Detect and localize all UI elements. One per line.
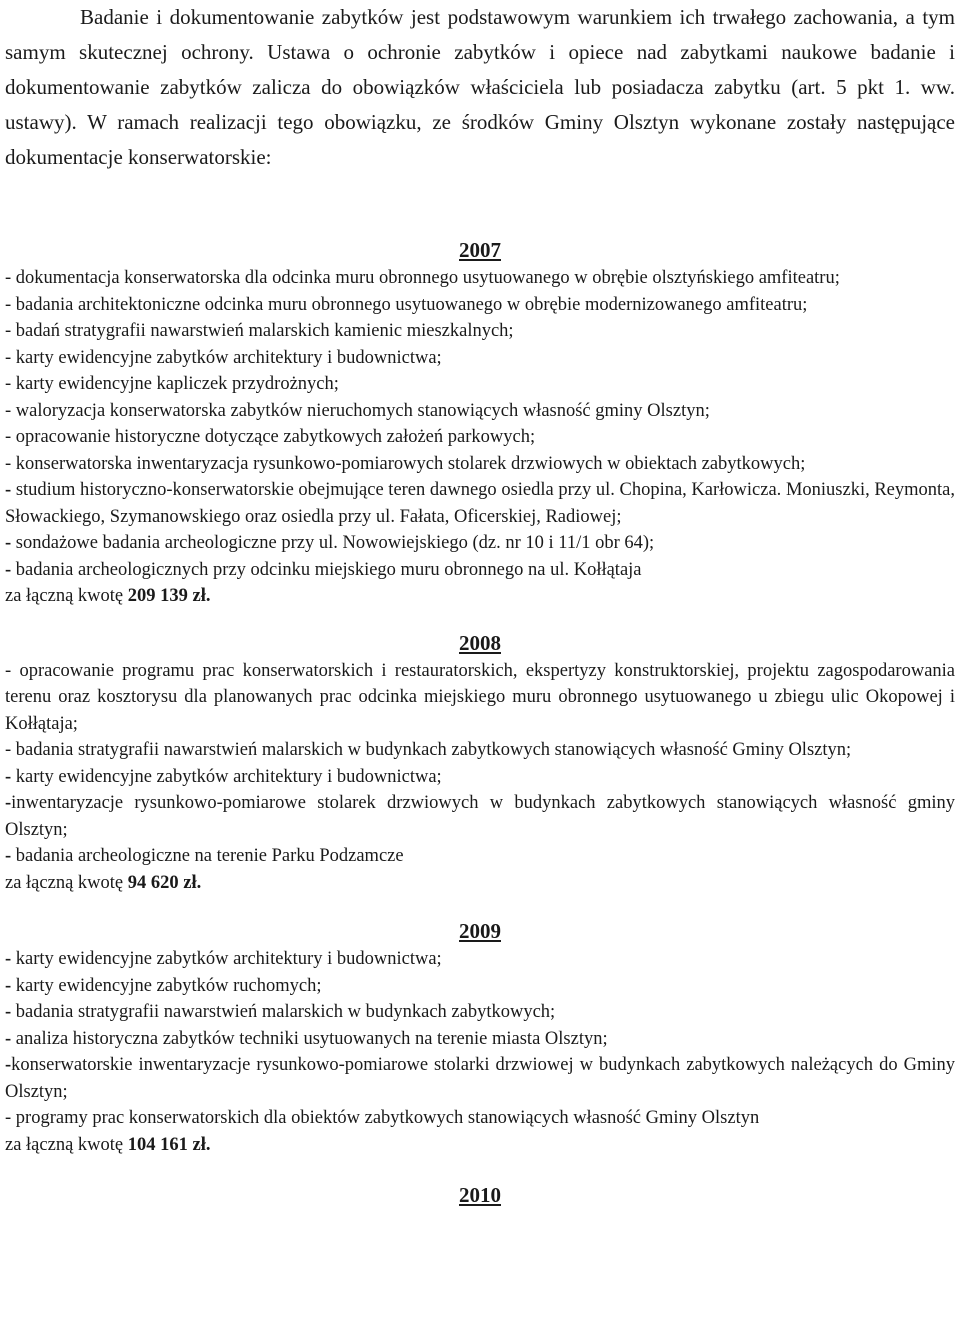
section-total	[5, 1132, 955, 1159]
list-item-text: karty ewidencyjne kapliczek przydrożnych;	[15, 374, 339, 394]
list-item-text: analiza historyczna zabytków techniki usytuowanych na terenie miasta Olsztyn;	[15, 1028, 608, 1049]
list-item-text: karty ewidencyjne zabytków architektury i budownictwa;	[15, 347, 442, 368]
list-item	[5, 477, 955, 530]
total-amount: 104 161 zł.	[127, 1134, 211, 1155]
list-item	[5, 999, 955, 1026]
list-dash: -	[5, 453, 12, 474]
list-item	[5, 424, 955, 451]
list-item	[5, 973, 955, 1000]
list-dash: -	[5, 846, 12, 866]
list-item	[5, 318, 955, 345]
list-dash: -	[5, 1108, 12, 1128]
list-dash: -	[5, 347, 12, 368]
list-item	[5, 557, 955, 584]
list-item-text: karty ewidencyjne zabytków architektury i budownictwa;	[15, 766, 442, 787]
section-total	[5, 870, 955, 897]
list-dash: -	[5, 949, 12, 969]
list-item-text: studium historyczno-konserwatorskie obejmujące teren dawnego osiedla przy ul. Chopina, Karłowicza. Moniuszki, Reymonta, Słowackiego, Szymanowskiego oraz osiedla przy ul. Fałata, Oficerskiej, Radiowej;	[5, 480, 956, 527]
list-dash: -	[5, 793, 12, 813]
list-dash: -	[5, 766, 12, 787]
list-item-text: konserwatorskie inwentaryzacje rysunkowo-pomiarowe stolarki drzwiowej w budynkach zabytkowych należących do Gminy Olsztyn;	[5, 1055, 955, 1102]
list-item	[5, 946, 955, 973]
list-item	[5, 658, 955, 738]
list-item-text: badania architektoniczne odcinka muru obronnego usytuowanego w obrębie modernizowanego amfiteatru;	[15, 294, 808, 315]
total-prefix: za łączną kwotę	[5, 586, 124, 606]
list-dash: -	[5, 480, 12, 500]
list-dash: -	[5, 1002, 12, 1022]
item-list	[5, 946, 955, 1132]
total-prefix: za łączną kwotę	[5, 872, 124, 893]
list-item-text: badania archeologiczne na terenie Parku Podzamcze	[15, 846, 404, 866]
list-item-text: badania archeologicznych przy odcinku miejskiego muru obronnego na ul. Kołłątaja	[15, 559, 642, 580]
document-page	[5, 0, 955, 1210]
list-dash: -	[5, 294, 12, 315]
section-title: 2009	[459, 919, 501, 943]
list-dash: -	[5, 400, 12, 421]
list-item	[5, 764, 955, 791]
total-prefix: za łączną kwotę	[5, 1134, 124, 1155]
list-dash: -	[5, 740, 12, 760]
list-item-text: programy prac konserwatorskich dla obiektów zabytkowych stanowiących własność Gminy Olsztyn	[15, 1108, 760, 1128]
list-item-text: badania stratygrafii nawarstwień malarskich w budynkach zabytkowych;	[15, 1002, 556, 1022]
total-amount: 209 139 zł.	[127, 586, 211, 606]
list-dash: -	[5, 268, 12, 288]
section-total	[5, 583, 955, 610]
list-item	[5, 398, 955, 425]
intro-paragraph: Badanie i dokumentowanie zabytków jest podstawowym warunkiem ich trwałego zachowania, a tym samym skutecznej ochrony. Ustawa o ochronie zabytków i opiece nad zabytkami naukowe badanie i dokumentowanie zabytków zalicza do obowiązków właściciela lub posiadacza zabytku (art. 5 pkt 1. ww. ustawy). W ramach realizacji tego obowiązku, ze środków Gminy Olsztyn wykonane zostały następujące dokumentacje konserwatorskie:	[5, 5, 955, 169]
list-item	[5, 345, 955, 372]
list-item	[5, 843, 955, 870]
list-dash: -	[5, 321, 12, 341]
list-item	[5, 737, 955, 764]
list-dash: -	[5, 427, 12, 447]
list-item	[5, 1052, 955, 1105]
list-dash: -	[5, 559, 12, 580]
list-dash: -	[5, 660, 12, 681]
list-item	[5, 790, 955, 843]
list-dash: -	[5, 374, 12, 394]
list-item	[5, 1105, 955, 1132]
list-item	[5, 451, 955, 478]
list-item-text: karty ewidencyjne zabytków ruchomych;	[15, 975, 322, 996]
list-item-text: waloryzacja konserwatorska zabytków nieruchomych stanowiących własność gminy Olsztyn;	[15, 400, 710, 421]
section-title-2010: 2010	[459, 1183, 501, 1207]
list-item	[5, 292, 955, 319]
list-dash: -	[5, 1055, 12, 1075]
section-title: 2007	[459, 238, 501, 262]
list-item-text: opracowanie programu prac konserwatorskich i restauratorskich, ekspertyzy konstruktorskiej, projektu zagospodarowania terenu oraz kosztorysu dla planowanych prac odcinka miejskiego muru obronnego usytuowanego u zbiegu ulic Okopowej i Kołłątaja;	[5, 660, 956, 734]
item-list	[5, 658, 955, 870]
list-item-text: inwentaryzacje rysunkowo-pomiarowe stolarek drzwiowych w budynkach zabytkowych stanowiących własność gminy Olsztyn;	[5, 793, 955, 840]
sections-container	[5, 235, 955, 1158]
total-amount: 94 620 zł.	[127, 872, 202, 893]
list-item-text: dokumentacja konserwatorska dla odcinka muru obronnego usytuowanego w obrębie olsztyńskiego amfiteatru;	[15, 268, 840, 288]
list-item	[5, 530, 955, 557]
section-title: 2008	[459, 630, 501, 655]
list-item-text: konserwatorska inwentaryzacja rysunkowo-pomiarowych stolarek drzwiowych w obiektach zabytkowych;	[15, 453, 806, 474]
list-dash: -	[5, 1028, 12, 1049]
list-item-text: karty ewidencyjne zabytków architektury i budownictwa;	[15, 949, 442, 969]
list-dash: -	[5, 533, 12, 553]
list-item	[5, 265, 955, 292]
list-item	[5, 371, 955, 398]
list-item-text: badań stratygrafii nawarstwień malarskich kamienic mieszkalnych;	[15, 321, 514, 341]
list-item-text: badania stratygrafii nawarstwień malarskich w budynkach zabytkowych stanowiących własność Gminy Olsztyn;	[15, 740, 852, 760]
list-item-text: sondażowe badania archeologiczne przy ul. Nowowiejskiego (dz. nr 10 i 11/1 obr 64);	[15, 533, 655, 553]
list-item-text: opracowanie historyczne dotyczące zabytkowych założeń parkowych;	[15, 427, 536, 447]
item-list	[5, 265, 955, 583]
list-dash: -	[5, 975, 12, 996]
list-item	[5, 1026, 955, 1053]
